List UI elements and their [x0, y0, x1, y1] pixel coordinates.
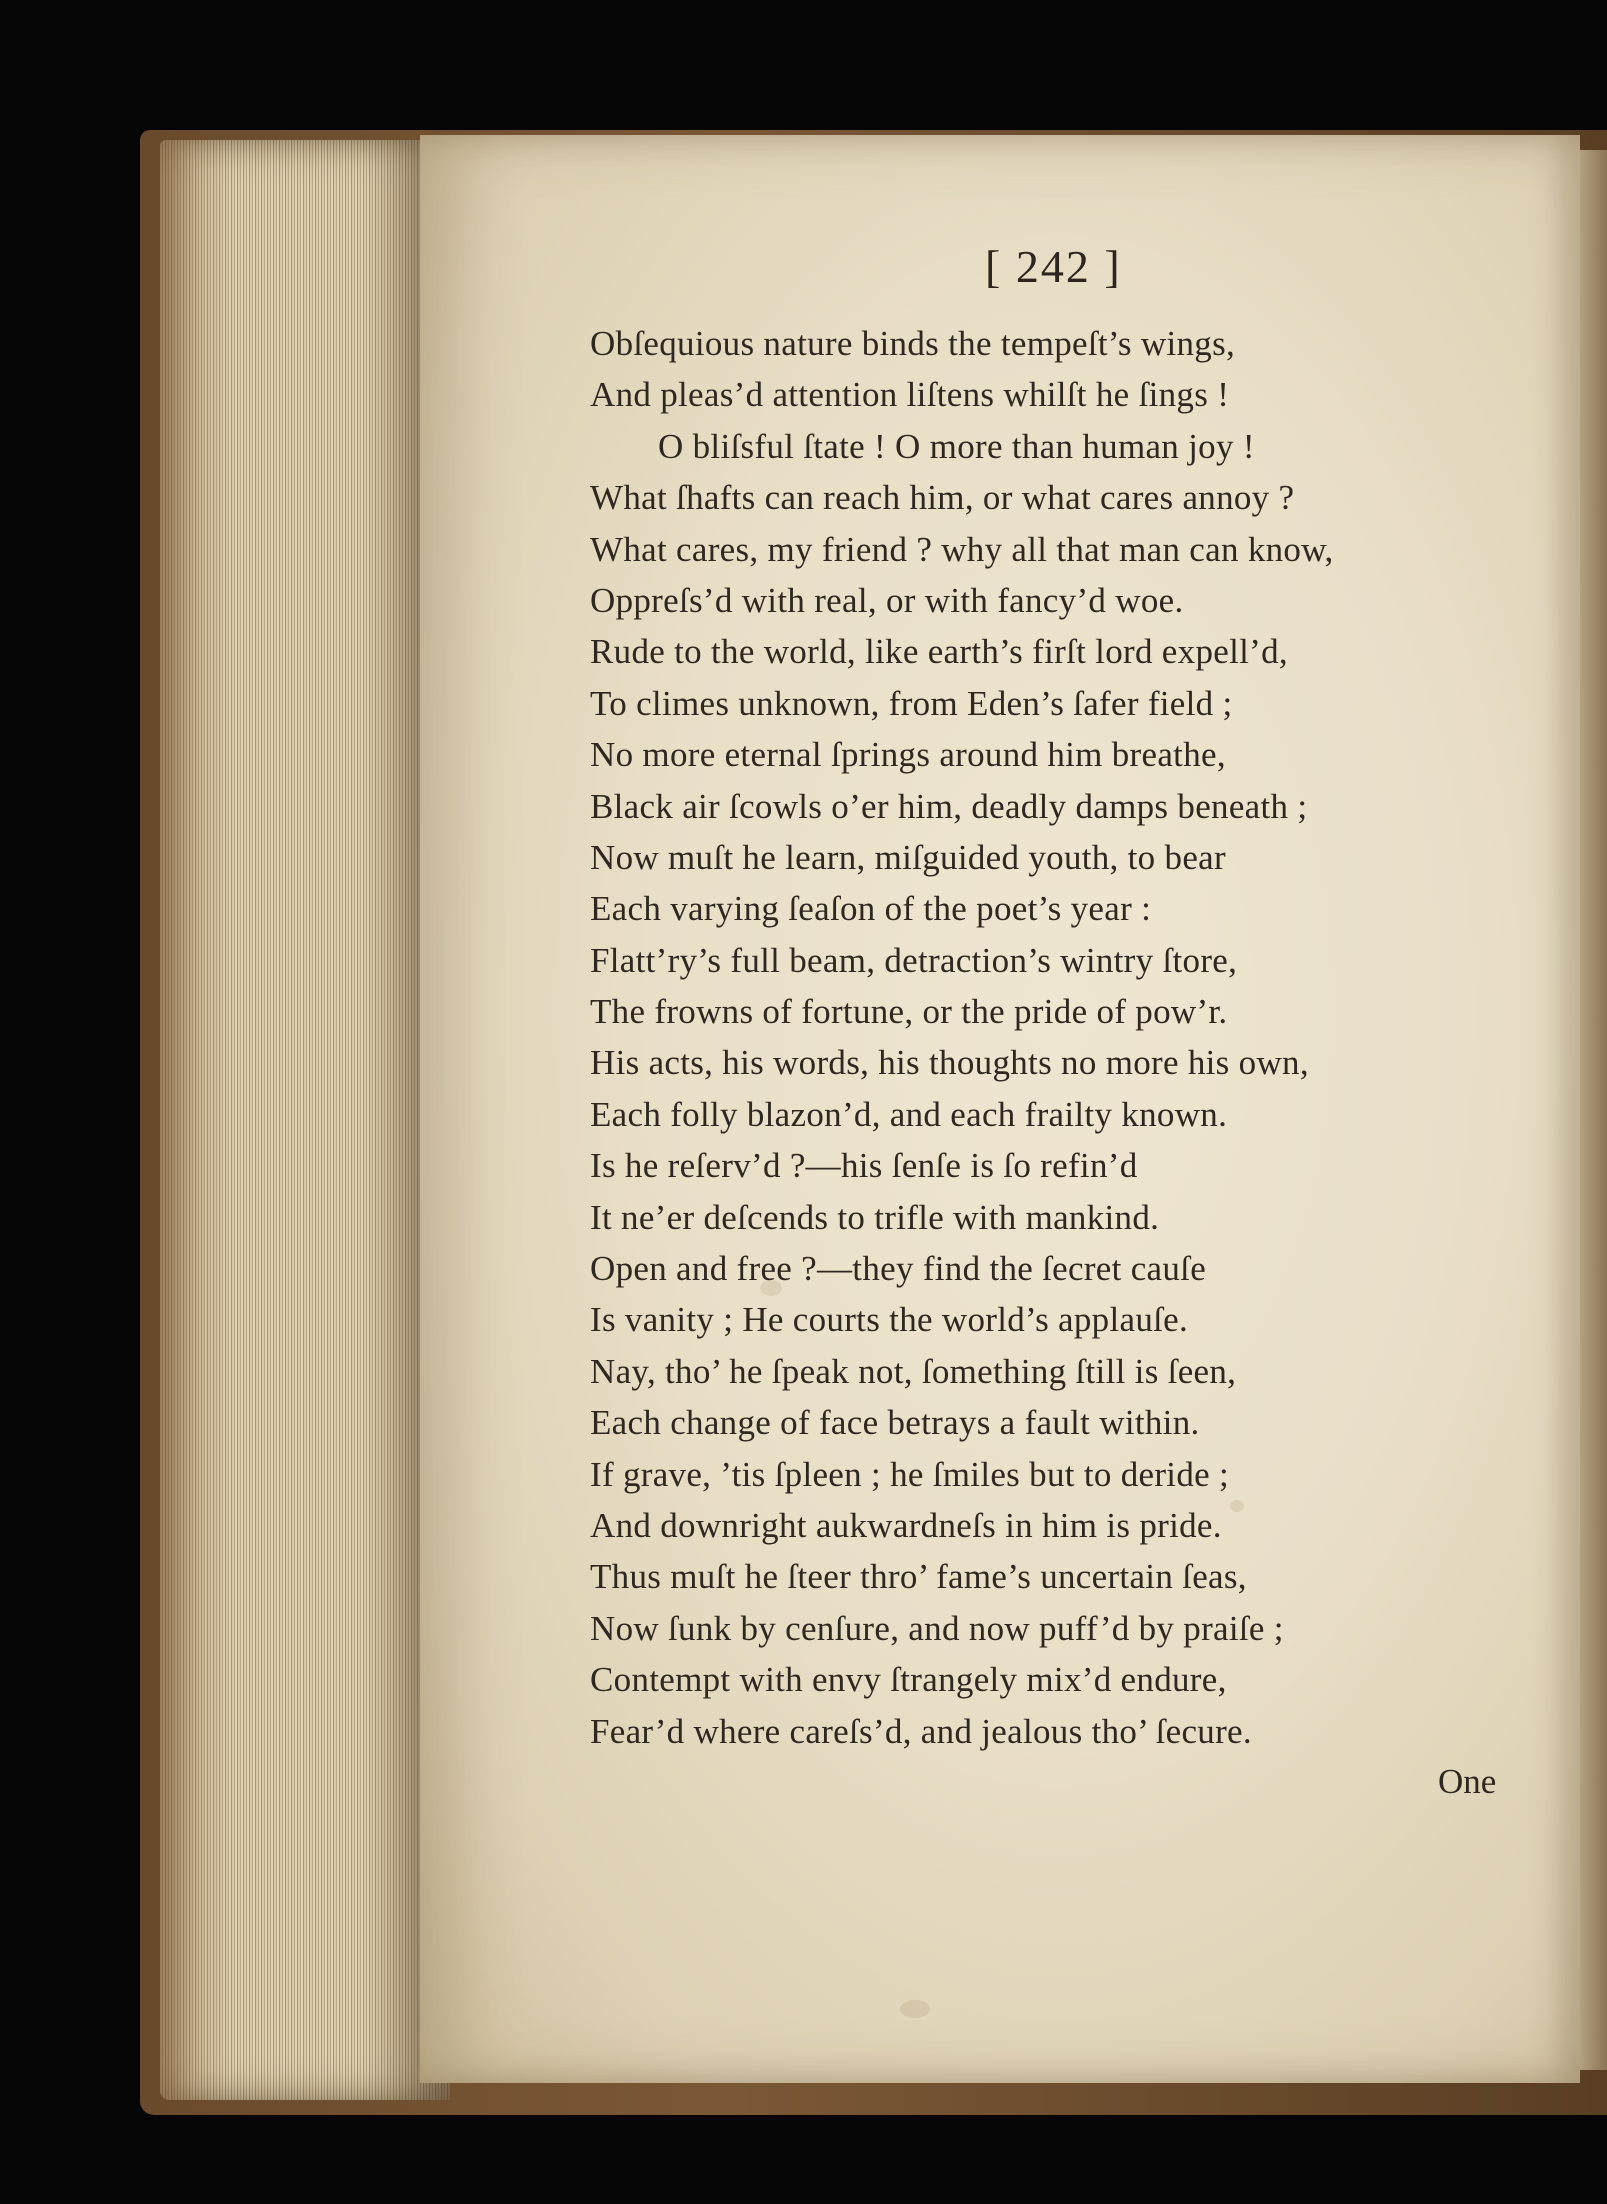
poem-text-block	[590, 318, 1530, 1757]
poem-line: O bliſsful ſtate ! O more than human joy !	[658, 426, 1255, 466]
foxing-spot	[900, 2000, 930, 2018]
poem-line: And downright aukwardneſs in him is pride.	[590, 1505, 1222, 1545]
poem-line: Obſequious nature binds the tempeſt’s wings,	[590, 324, 1236, 363]
poem-line: The frowns of fortune, or the pride of pow’r.	[590, 992, 1228, 1032]
poem-line: Thus muſt he ſteer thro’ fame’s uncertain ſeas,	[590, 1557, 1247, 1597]
poem-line: What ſhafts can reach him, or what cares annoy ?	[590, 478, 1295, 518]
poem-line: Each folly blazon’d, and each frailty known.	[590, 1094, 1228, 1134]
poem-line: No more eternal ſprings around him breathe,	[590, 735, 1226, 775]
poem-line: Nay, tho’ he ſpeak not, ſomething ſtill is ſeen,	[590, 1351, 1237, 1391]
poem-line: Black air ſcowls o’er him, deadly damps beneath ;	[590, 786, 1308, 826]
poem-line: If grave, ’tis ſpleen ; he ſmiles but to deride ;	[590, 1454, 1230, 1494]
poem-line: His acts, his words, his thoughts no more his own,	[590, 1043, 1309, 1083]
poem-line: Each varying ſeaſon of the poet’s year :	[590, 889, 1152, 929]
poem-line: Each change of face betrays a fault within.	[590, 1403, 1200, 1443]
poem-line: Now muſt he learn, miſguided youth, to bear	[590, 837, 1226, 877]
poem-line: Rude to the world, like earth’s firſt lord expell’d,	[590, 632, 1288, 672]
poem-line: Oppreſs’d with real, or with fancy’d woe.	[590, 580, 1184, 620]
poem-line: Is vanity ; He courts the world’s applauſe.	[590, 1300, 1189, 1340]
page-block-shadow	[160, 140, 450, 2100]
poem-line: Now ſunk by cenſure, and now puff’d by praiſe ;	[590, 1608, 1284, 1648]
poem-line: Fear’d where careſs’d, and jealous tho’ ſecure.	[590, 1711, 1252, 1751]
poem-line: Flatt’ry’s full beam, detraction’s wintry ſtore,	[590, 940, 1238, 980]
poem-line: Open and free ?—they find the ſecret cauſe	[590, 1249, 1207, 1289]
poem-line: Contempt with envy ſtrangely mix’d endure,	[590, 1660, 1227, 1700]
page-number: [ 242 ]	[985, 241, 1122, 292]
poem-line: Is he reſerv’d ?—his ſenſe is ſo refin’d	[590, 1146, 1138, 1186]
poem-line: And pleas’d attention liſtens whilſt he ſings !	[590, 375, 1230, 415]
poem-line: It ne’er deſcends to trifle with mankind.	[590, 1197, 1160, 1237]
poem-line: What cares, my friend ? why all that man can know,	[590, 529, 1334, 569]
catchword: One	[1438, 1762, 1497, 1801]
poem-line: To climes unknown, from Eden’s ſafer field ;	[590, 683, 1233, 723]
